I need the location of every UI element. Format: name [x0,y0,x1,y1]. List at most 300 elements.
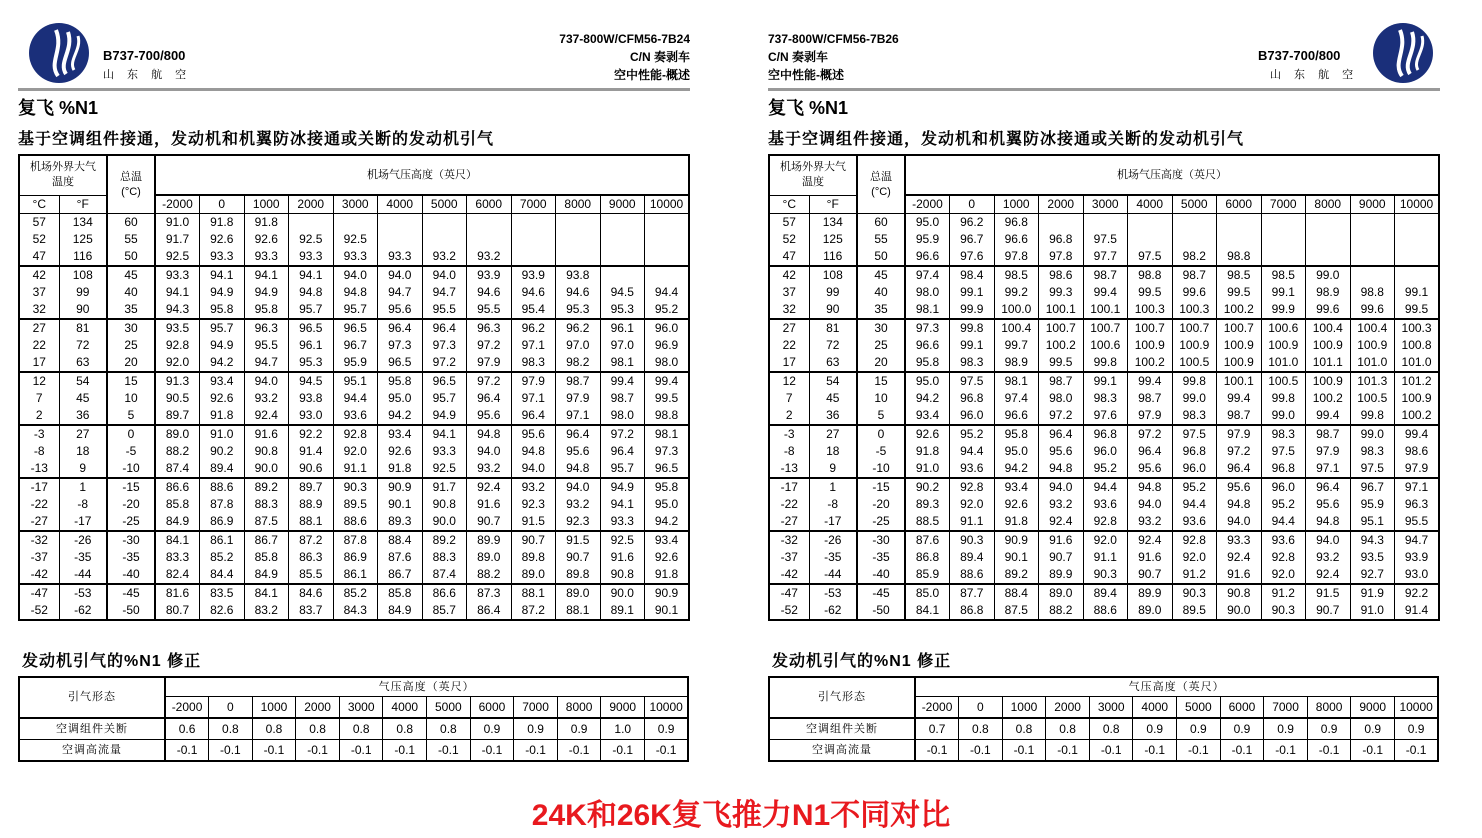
n1-value-cell: 94.7 [422,284,467,301]
n1-value-cell: 89.0 [1039,584,1084,602]
oat-celsius-cell: 57 [782,215,796,229]
engine-type: 737-800W/CFM56-7B24 [559,32,690,46]
n1-value-cell: 100.6 [1083,337,1128,354]
n1-value-cell [1306,231,1351,248]
n1-value-cell: 98.0 [645,354,690,372]
tat-cell: 20 [107,354,155,372]
oat-fahrenheit-cell: 72 [59,337,107,354]
n1-value-cell: 92.5 [422,460,467,478]
n1-value-cell: 97.3 [422,337,467,354]
n1-value-cell: 89.2 [244,478,289,496]
n1-value-cell: 93.3 [333,248,378,266]
n1-value-cell: 97.0 [556,337,601,354]
table-row [19,460,689,478]
table-row [769,372,1439,390]
tat-cell: 60 [107,214,155,232]
n1-value-cell: 95.6 [1128,460,1173,478]
n1-value-cell: 94.7 [378,284,423,301]
n1-value-cell: 83.3 [155,549,200,566]
n1-value-cell: 95.8 [244,301,289,319]
n1-value-cell: 100.9 [1306,372,1351,390]
n1-value-cell: 95.8 [645,478,690,496]
correction-title: 发动机引气的%N1 修正 [772,653,952,670]
correction-value-cell: -0.1 [383,740,427,762]
n1-value-cell: 98.7 [1128,390,1173,407]
n1-value-cell: 93.2 [467,460,512,478]
n1-value-cell: 100.9 [1395,390,1440,407]
n1-value-cell: 97.5 [1128,248,1173,266]
n1-value-cell: 88.6 [333,513,378,531]
n1-value-cell [1261,231,1306,248]
altitude-header-cell: 10000 [645,195,690,214]
n1-value-cell: 88.4 [378,531,423,549]
n1-value-cell: 93.5 [155,319,200,337]
n1-value-cell: 95.6 [467,407,512,425]
n1-value-cell: 94.9 [244,284,289,301]
n1-value-cell: 83.7 [289,602,334,620]
n1-value-cell: 100.3 [1395,319,1440,337]
n1-value-cell: 95.5 [244,337,289,354]
n1-value-cell: 90.9 [994,531,1039,549]
oat-celsius-cell: -32 [30,533,48,547]
pressure-altitude-header: 气压高度（英尺） [915,677,1438,697]
n1-value-cell: 91.2 [1261,584,1306,602]
n1-value-cell: 94.8 [556,460,601,478]
n1-value-cell: 99.5 [645,390,690,407]
n1-value-cell: 92.6 [994,496,1039,513]
correction-value-cell: -0.1 [339,740,383,762]
correction-value-cell: -0.1 [1046,740,1090,762]
n1-value-cell: 88.2 [1039,602,1084,620]
tat-label: 总温 [120,170,142,183]
n1-value-cell: 88.6 [200,478,245,496]
n1-value-cell: 97.1 [511,337,556,354]
n1-value-cell: 92.6 [378,443,423,460]
oat-fahrenheit-cell: 81 [59,319,107,337]
correction-value-cell: -0.1 [915,740,959,762]
n1-value-cell: 100.2 [1395,407,1440,425]
table-row [19,337,689,354]
oat-celsius-cell: 52 [32,232,46,246]
n1-value-cell: 84.9 [378,602,423,620]
n1-value-cell: 94.0 [467,443,512,460]
n1-value-cell: 92.0 [155,354,200,372]
n1-value-cell: 99.6 [1350,301,1395,319]
n1-value-cell: 87.8 [200,496,245,513]
tat-cell: -50 [857,602,905,620]
n1-value-cell: 92.4 [1306,566,1351,584]
n1-value-cell: 91.6 [600,549,645,566]
table-row [19,231,689,248]
correction-value-cell: 0.9 [1177,718,1221,740]
n1-value-cell: 98.7 [1306,425,1351,443]
n1-value-cell [378,214,423,232]
n1-value-cell: 91.5 [1306,584,1351,602]
n1-value-cell: 99.8 [1261,390,1306,407]
oat-fahrenheit-cell: 18 [809,443,857,460]
n1-value-cell: 97.2 [1128,425,1173,443]
n1-value-cell: 95.8 [994,425,1039,443]
table-row [19,602,689,620]
n1-value-cell: 99.6 [1306,301,1351,319]
header-row [19,155,689,195]
correction-value-cell: 0.9 [1307,718,1351,740]
n1-value-cell [1261,214,1306,232]
n1-value-cell: 84.9 [155,513,200,531]
n1-value-cell: 99.1 [1083,372,1128,390]
n1-value-cell: 84.4 [200,566,245,584]
n1-value-cell: 95.3 [600,301,645,319]
n1-value-cell: 90.8 [244,443,289,460]
n1-value-cell: 95.5 [422,301,467,319]
n1-value-cell: 98.5 [1217,266,1262,284]
oat-fahrenheit-cell: 90 [59,301,107,319]
n1-value-cell: 95.7 [200,319,245,337]
n1-value-cell: 93.2 [1306,549,1351,566]
altitude-header-cell: 0 [959,697,1003,719]
n1-value-cell: 86.4 [467,602,512,620]
tat-cell: 40 [107,284,155,301]
correction-value-cell: 0.8 [339,718,383,740]
n1-value-cell [556,231,601,248]
n1-value-cell: 93.3 [289,248,334,266]
oat-celsius-cell: 2 [769,407,809,425]
n1-value-cell: 92.7 [1350,566,1395,584]
tat-cell: 15 [107,372,155,390]
bleed-correction-table [18,676,689,762]
n1-value-cell: 95.6 [1306,496,1351,513]
n1-value-cell: 94.1 [244,266,289,284]
n1-value-cell: 95.0 [645,496,690,513]
table-row [19,443,689,460]
n1-value-cell: 89.5 [333,496,378,513]
n1-value-cell: 92.8 [155,337,200,354]
tat-cell: -10 [107,460,155,478]
tat-cell: 30 [107,319,155,337]
correction-value-cell: 0.8 [1002,718,1046,740]
n1-value-cell: 93.4 [994,478,1039,496]
oat-celsius-cell: -17 [780,480,798,494]
n1-value-cell: 93.6 [1083,496,1128,513]
n1-value-cell: 95.2 [1261,496,1306,513]
n1-value-cell: 100.4 [1350,319,1395,337]
n1-value-cell [1350,214,1395,232]
n1-value-cell: 94.9 [200,337,245,354]
n1-value-cell: 97.9 [467,354,512,372]
correction-value-cell: -0.1 [1133,740,1177,762]
table-row [19,301,689,319]
n1-value-cell: 100.2 [1039,337,1084,354]
table-row [19,566,689,584]
n1-value-cell: 96.5 [289,319,334,337]
n1-value-cell: 97.1 [556,407,601,425]
n1-value-cell: 90.0 [1217,602,1262,620]
n1-value-cell: 92.6 [905,425,950,443]
altitude-header-cell: 3000 [339,697,383,719]
n1-value-cell: 92.0 [1261,566,1306,584]
cn-label: C/N 奏剥车 [629,50,690,64]
n1-value-cell [645,214,690,232]
n1-value-cell: 91.7 [422,478,467,496]
altitude-header-cell: 10000 [1395,195,1440,214]
n1-value-cell: 93.2 [244,390,289,407]
tat-unit: (°C) [871,185,891,198]
n1-value-cell: 94.6 [511,284,556,301]
n1-value-cell: 90.0 [422,513,467,531]
n1-value-cell: 91.4 [1395,602,1440,620]
n1-value-cell: 86.7 [378,566,423,584]
oat-fahrenheit-cell: 108 [809,266,857,284]
n1-value-cell: 93.2 [556,496,601,513]
n1-value-cell: 92.2 [289,425,334,443]
altitude-header-cell: 7000 [511,195,556,214]
n1-value-cell: 89.8 [511,549,556,566]
tat-cell: 45 [857,266,905,284]
n1-value-cell: 96.4 [467,390,512,407]
n1-value-cell: 92.0 [950,496,995,513]
oat-celsius-cell: -27 [769,513,809,531]
n1-value-cell: 100.5 [1261,372,1306,390]
n1-value-cell: 83.5 [200,584,245,602]
tat-cell: 0 [107,425,155,443]
n1-value-cell: 88.6 [1083,602,1128,620]
n1-value-cell: 95.7 [600,460,645,478]
n1-value-cell: 87.3 [467,584,512,602]
oat-fahrenheit-cell: -35 [59,549,107,566]
oat-celsius-cell: 42 [32,268,46,282]
n1-value-cell: 88.2 [155,443,200,460]
n1-value-cell: 91.7 [155,231,200,248]
n1-value-cell: 99.7 [994,337,1039,354]
correction-value-cell: -0.1 [1220,740,1264,762]
n1-value-cell: 96.5 [333,319,378,337]
n1-value-cell: 98.0 [600,407,645,425]
n1-value-cell: 89.0 [511,566,556,584]
n1-value-cell: 97.2 [467,372,512,390]
n1-value-cell: 89.4 [950,549,995,566]
n1-value-cell: 97.9 [511,372,556,390]
table-row [769,531,1439,549]
n1-value-cell: 87.2 [289,531,334,549]
n1-value-cell: 89.3 [378,513,423,531]
n1-value-cell: 93.4 [645,531,690,549]
n1-value-cell: 92.8 [1172,531,1217,549]
altitude-header-cell: 2000 [1039,195,1084,214]
n1-value-cell: 92.5 [333,231,378,248]
oat-fahrenheit-cell: 90 [809,301,857,319]
n1-value-cell: 96.6 [905,248,950,266]
oat-fahrenheit-cell: -35 [809,549,857,566]
n1-value-cell: 87.5 [244,513,289,531]
n1-value-cell: 94.0 [1306,531,1351,549]
n1-value-cell: 89.9 [467,531,512,549]
header-row [769,677,1438,697]
n1-value-cell [511,248,556,266]
n1-value-cell: 93.0 [1395,566,1440,584]
n1-value-cell: 91.4 [289,443,334,460]
n1-value-cell: 90.7 [1306,602,1351,620]
n1-value-cell: 87.4 [155,460,200,478]
tat-cell: -30 [107,531,155,549]
tat-cell: -10 [857,460,905,478]
page-title: 复飞 %N1 [768,98,849,118]
n1-value-cell: 94.2 [994,460,1039,478]
n1-value-cell: 81.6 [155,584,200,602]
n1-value-cell: 95.1 [1350,513,1395,531]
n1-value-cell: 100.7 [1217,319,1262,337]
company-name: 山 东 航 空 [103,69,192,81]
correction-value-cell: 0.9 [557,718,601,740]
n1-value-cell: 91.0 [155,214,200,232]
n1-value-cell: 94.0 [1217,513,1262,531]
oat-celsius-cell: 37 [32,285,46,299]
n1-value-cell: 94.9 [200,284,245,301]
oat-fahrenheit-cell: 63 [59,354,107,372]
altitude-header-cell: 3000 [333,195,378,214]
aircraft-model: B737-700/800 [103,48,186,63]
n1-value-cell [556,248,601,266]
company-name: 山 东 航 空 [1270,69,1359,81]
n1-value-cell: 93.3 [244,248,289,266]
n1-value-cell: 98.7 [1172,266,1217,284]
altitude-header-cell: 7000 [514,697,558,719]
n1-value-cell: 92.8 [333,425,378,443]
n1-value-cell: 95.6 [556,443,601,460]
oat-celsius-cell: -32 [780,533,798,547]
header-divider [18,88,690,91]
n1-value-cell: 94.4 [645,284,690,301]
n1-value-cell: 99.0 [1350,425,1395,443]
n1-value-cell [1306,214,1351,232]
oat-fahrenheit-cell: -53 [809,584,857,602]
n1-value-cell: 94.0 [333,266,378,284]
altitude-header-cell: 0 [950,195,995,214]
n1-value-cell: 97.1 [1306,460,1351,478]
n1-value-cell: 96.5 [422,372,467,390]
n1-value-cell: 95.0 [378,390,423,407]
n1-value-cell: 94.6 [556,284,601,301]
n1-value-cell: 91.5 [511,513,556,531]
n1-value-cell: 95.0 [905,372,950,390]
correction-value-cell: 0.9 [645,718,689,740]
n1-value-cell: 89.7 [155,407,200,425]
n1-value-cell: 98.3 [1172,407,1217,425]
oat-celsius-cell: -47 [30,586,48,600]
unit-celsius: °C [769,195,809,214]
n1-value-cell: 100.7 [1039,319,1084,337]
bleed-config-header: 引气形态 [19,677,165,718]
n1-value-cell: 96.7 [1350,478,1395,496]
n1-value-cell: 99.9 [1261,301,1306,319]
n1-value-cell [1083,214,1128,232]
tat-cell: -15 [857,478,905,496]
n1-value-cell: 93.0 [289,407,334,425]
n1-value-cell: 92.6 [200,390,245,407]
oat-celsius-cell: 32 [769,301,809,319]
n1-value-cell: 90.7 [1039,549,1084,566]
table-row [19,407,689,425]
n1-value-cell: 93.3 [600,513,645,531]
n1-value-cell: 96.8 [950,390,995,407]
n1-value-cell: 101.0 [1261,354,1306,372]
oat-fahrenheit-cell: 36 [59,407,107,425]
oat-celsius-cell: 57 [32,215,46,229]
tat-cell: 50 [857,248,905,266]
n1-value-cell: 98.7 [1083,266,1128,284]
altitude-header-cell: 4000 [383,697,427,719]
correction-value-cell: 0.9 [1220,718,1264,740]
n1-value-cell: 91.1 [950,513,995,531]
n1-value-cell: 93.4 [905,407,950,425]
n1-value-cell [1128,214,1173,232]
table-row [769,425,1439,443]
header-row [19,677,688,697]
n1-value-cell: 95.6 [511,425,556,443]
n1-value-cell: 85.2 [200,549,245,566]
n1-value-cell: 98.6 [1395,443,1440,460]
tat-cell: 15 [857,372,905,390]
n1-value-cell: 90.2 [200,443,245,460]
n1-value-cell: 91.8 [244,214,289,232]
n1-value-cell: 97.8 [994,248,1039,266]
altitude-header-cell: 0 [209,697,253,719]
n1-value-cell: 90.9 [645,584,690,602]
table-row [769,214,1439,232]
n1-value-cell: 94.1 [289,266,334,284]
correction-value-cell: 0.7 [915,718,959,740]
n1-value-cell: 98.8 [1350,284,1395,301]
n1-value-cell: 94.4 [333,390,378,407]
n1-value-cell: 90.3 [1261,602,1306,620]
n1-value-cell: 93.8 [289,390,334,407]
n1-value-cell: 99.9 [950,301,995,319]
n1-value-cell: 90.7 [467,513,512,531]
n1-value-cell: 96.4 [422,319,467,337]
n1-value-cell [1128,231,1173,248]
n1-value-cell: 93.2 [422,248,467,266]
oat-fahrenheit-cell: 134 [809,214,857,232]
n1-value-cell: 93.6 [950,460,995,478]
n1-value-cell: 95.1 [333,372,378,390]
correction-value-cell: 0.8 [252,718,296,740]
n1-value-cell: 95.5 [1395,513,1440,531]
n1-value-cell: 93.3 [1217,531,1262,549]
n1-value-cell: 94.8 [467,425,512,443]
n1-value-cell: 90.7 [511,531,556,549]
oat-fahrenheit-cell: 81 [809,319,857,337]
altitude-header-cell: 9000 [1351,697,1395,719]
n1-value-cell [1261,248,1306,266]
altitude-header-cell: 5000 [1172,195,1217,214]
n1-value-cell: 94.1 [200,266,245,284]
tat-cell: 35 [107,301,155,319]
airline-logo-icon [1372,22,1434,84]
n1-value-cell: 93.5 [1350,549,1395,566]
altitude-header-cell: -2000 [155,195,200,214]
correction-value-cell: 0.8 [1046,718,1090,740]
oat-fahrenheit-cell: -26 [59,531,107,549]
n1-value-cell: 92.4 [1128,531,1173,549]
tat-cell: 45 [107,266,155,284]
n1-value-cell: 99.5 [1395,301,1440,319]
n1-value-cell: 84.6 [289,584,334,602]
n1-value-cell: 92.8 [950,478,995,496]
n1-value-cell: 87.6 [378,549,423,566]
n1-value-cell: 99.5 [1128,284,1173,301]
n1-value-cell: 95.7 [333,301,378,319]
n1-value-cell: 96.8 [1039,231,1084,248]
table-row [769,584,1439,602]
